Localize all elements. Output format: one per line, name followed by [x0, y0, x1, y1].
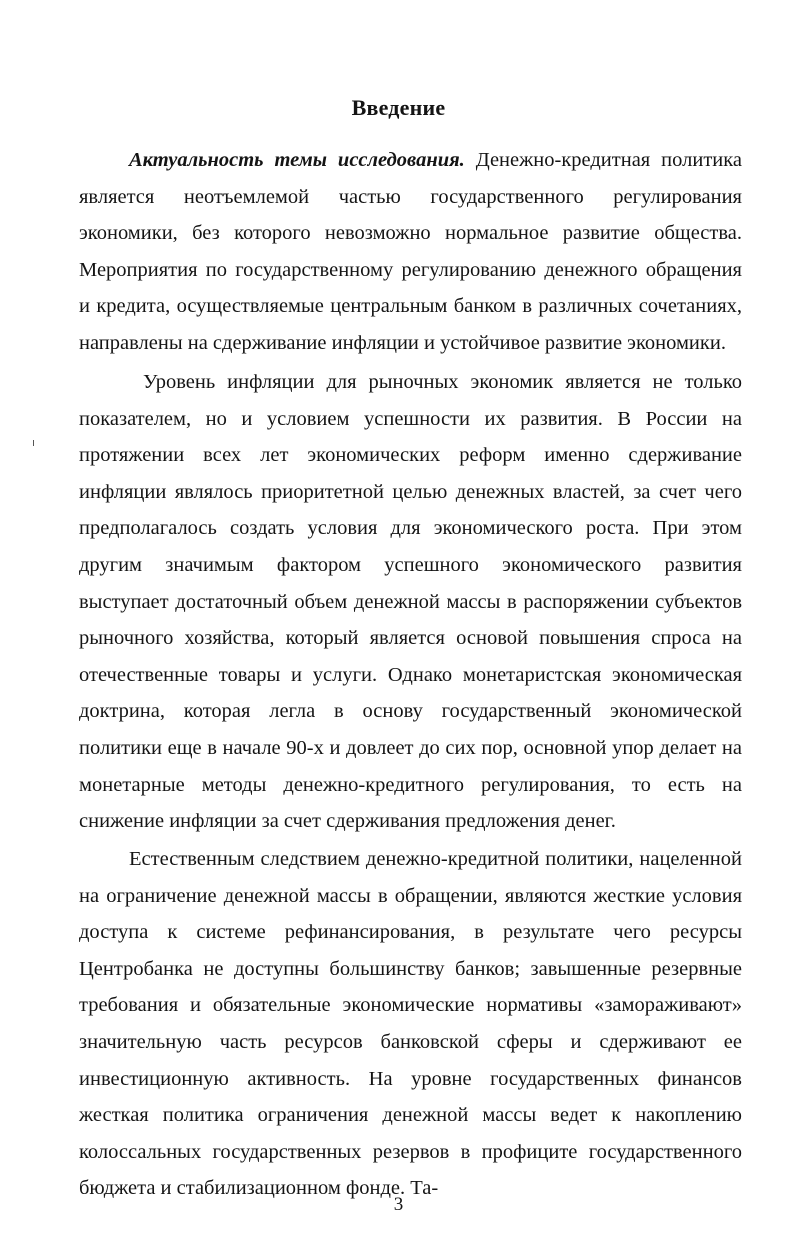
paragraph-inflation: Уровень инфляции для рыночных экономик является не только показателем, но и условием успешности их развития. В России на протяжении всех лет экономических реформ именно сдерживание инфляции являлось приоритетной целью денежных властей, за счет чего предполагалось создать условия для экономического роста. При этом другим значимым фактором успешного экономического развития выступает достаточный объем денежной массы в распоряжении субъектов рыночного хозяйства, который является основой повышения спроса на отечественные товары и услуги. Однако монетаристская экономическая доктрина, которая легла в основу государственный экономической политики еще в начале 90-х и довлеет до сих пор, основной упор делает на монетарные методы денежно-кредитного регулирования, то есть на снижение инфляции за счет сдерживания предложения денег.: [79, 371, 742, 833]
scan-speck: [33, 440, 34, 446]
page-number: 3: [393, 1194, 404, 1215]
page-title: Введение: [351, 95, 446, 120]
paragraph-consequences: Естественным следствием денежно-кредитной политики, нацеленной на ограничение денежной массы в обращении, являются жесткие условия доступа к системе рефинансирования, в результате чего ресурсы Центробанка не доступны большинству банков; завышенные резервные требования и обязательные экономические нормативы «замораживают» значительную часть ресурсов банковской сферы и сдерживают ее инвестиционную активность. На уровне государственных финансов жесткая политика ограничения денежной массы ведет к накоплению колоссальных государственных резервов в профиците государственного бюджета и стабилизационном фонде. Та-: [79, 848, 742, 1200]
relevance-heading: Актуальность темы исследования.: [129, 149, 465, 171]
relevance-text: Денежно-кредитная политика является неотъемлемой частью государственного регулирования экономики, без которого невозможно нормальное развитие общества. Мероприятия по государственному регулированию денежного обращения и кредита, осуществляемые центральным банком в различных сочетаниях, направлены на сдерживание инфляции и устойчивое развитие экономики.: [79, 149, 742, 354]
paragraph-relevance: [79, 142, 742, 362]
